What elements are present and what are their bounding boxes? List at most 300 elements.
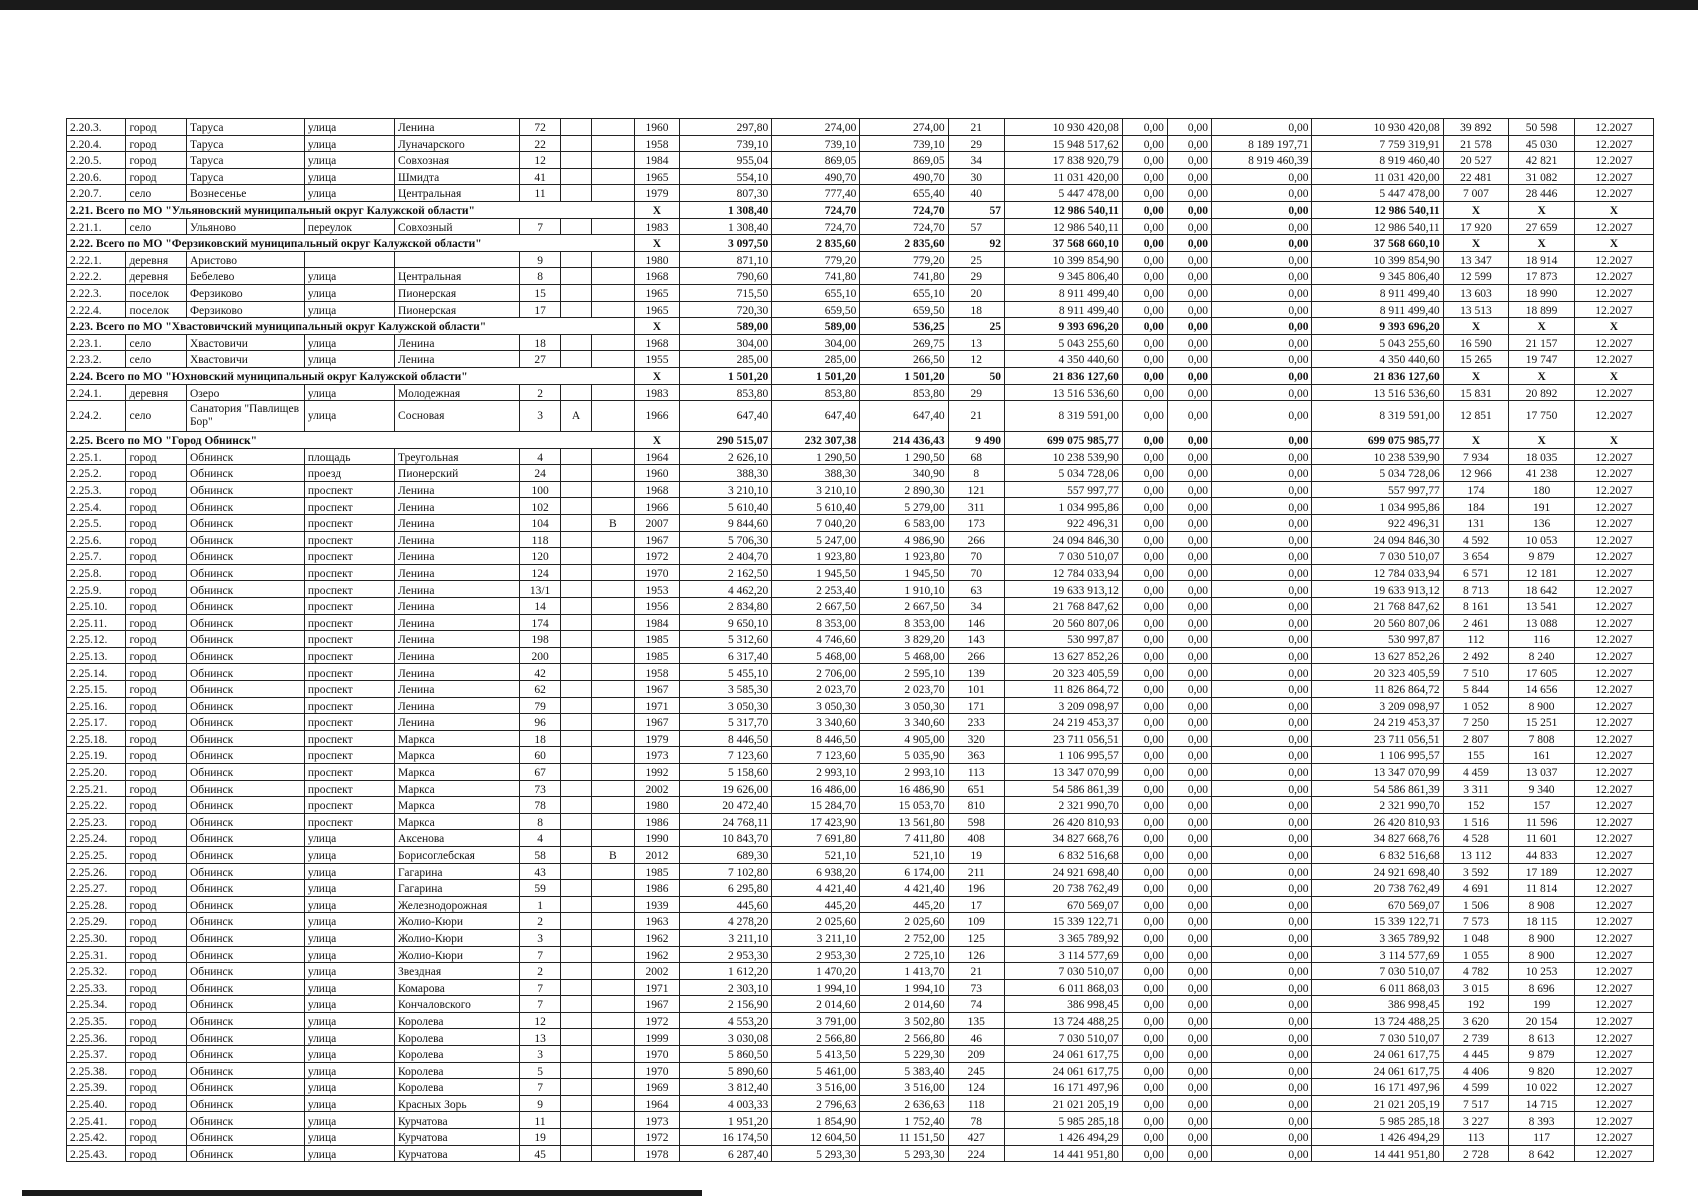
- table-cell: 9: [520, 251, 561, 268]
- table-cell: [591, 1145, 634, 1162]
- table-cell: 1 923,80: [772, 548, 860, 565]
- table-cell: 0,00: [1167, 152, 1211, 169]
- table-cell: 0,00: [1167, 235, 1211, 252]
- table-cell: X: [1574, 318, 1653, 335]
- table-cell: 1 426 494,29: [1312, 1129, 1443, 1146]
- table-cell: 807,30: [679, 185, 771, 202]
- table-cell: город: [126, 598, 186, 615]
- table-cell: 17 605: [1509, 664, 1575, 681]
- table-cell: 12.2027: [1574, 401, 1653, 432]
- table-cell: [591, 913, 634, 930]
- table-cell: 0,00: [1167, 681, 1211, 698]
- table-cell: 5 043 255,60: [1004, 334, 1122, 351]
- table-cell: [561, 1145, 592, 1162]
- table-cell: [561, 1062, 592, 1079]
- table-cell: город: [126, 564, 186, 581]
- table-cell: 152: [1443, 797, 1509, 814]
- table-row: [67, 979, 1654, 996]
- table-cell: 0,00: [1122, 830, 1167, 847]
- table-cell: 0,00: [1122, 1129, 1167, 1146]
- group-total-row: [67, 235, 1654, 252]
- table-cell: 3 209 098,97: [1312, 697, 1443, 714]
- table-cell: 2.25.6.: [67, 531, 126, 548]
- table-cell: Центральная: [395, 268, 520, 285]
- table-cell: 1965: [634, 301, 679, 318]
- table-cell: 1953: [634, 581, 679, 598]
- table-cell: 2.22.4.: [67, 301, 126, 318]
- table-cell: 0,00: [1122, 880, 1167, 897]
- table-cell: 0,00: [1122, 1145, 1167, 1162]
- table-cell: 0,00: [1167, 963, 1211, 980]
- table-cell: 0,00: [1167, 318, 1211, 335]
- table-cell: 3 050,30: [679, 697, 771, 714]
- table-row: [67, 846, 1654, 863]
- table-cell: X: [634, 235, 679, 252]
- table-cell: [591, 598, 634, 615]
- table-cell: [591, 119, 634, 136]
- table-cell: Обнинск: [186, 1046, 304, 1063]
- table-cell: 2.25.26.: [67, 863, 126, 880]
- table-cell: 285,00: [679, 351, 771, 368]
- table-cell: 2.25.32.: [67, 963, 126, 980]
- table-cell: 10 238 539,90: [1004, 448, 1122, 465]
- table-cell: 1 048: [1443, 929, 1509, 946]
- table-cell: 2.25.38.: [67, 1062, 126, 1079]
- table-cell: 4 350 440,60: [1312, 351, 1443, 368]
- table-cell: 0,00: [1167, 780, 1211, 797]
- table-cell: город: [126, 498, 186, 515]
- table-cell: 647,40: [679, 401, 771, 432]
- table-cell: проспект: [304, 614, 394, 631]
- table-cell: 12 986 540,11: [1004, 201, 1122, 218]
- table-cell: 1 290,50: [772, 448, 860, 465]
- table-cell: 269,75: [860, 334, 948, 351]
- table-cell: Ленина: [395, 564, 520, 581]
- table-cell: 0,00: [1122, 664, 1167, 681]
- table-cell: 922 496,31: [1312, 515, 1443, 532]
- table-cell: 0,00: [1122, 1012, 1167, 1029]
- table-cell: 1972: [634, 1129, 679, 1146]
- table-cell: проспект: [304, 581, 394, 598]
- table-cell: улица: [304, 301, 394, 318]
- table-cell: 5 035,90: [860, 747, 948, 764]
- table-cell: [561, 813, 592, 830]
- table-cell: 2 566,80: [860, 1029, 948, 1046]
- table-cell: город: [126, 515, 186, 532]
- table-cell: 2 492: [1443, 647, 1509, 664]
- table-cell: X: [1509, 367, 1575, 384]
- table-cell: 58: [520, 846, 561, 863]
- table-cell: 20 527: [1443, 152, 1509, 169]
- table-cell: село: [126, 334, 186, 351]
- table-cell: 173: [948, 515, 1004, 532]
- table-cell: 20 323 405,59: [1004, 664, 1122, 681]
- table-cell: 7 007: [1443, 185, 1509, 202]
- table-cell: 0,00: [1167, 168, 1211, 185]
- table-cell: 4 782: [1443, 963, 1509, 980]
- table-cell: переулок: [304, 218, 394, 235]
- table-cell: 9: [520, 1095, 561, 1112]
- table-row: [67, 880, 1654, 897]
- table-cell: 11: [520, 1112, 561, 1129]
- table-cell: 853,80: [772, 384, 860, 401]
- table-cell: [591, 548, 634, 565]
- table-cell: 2 835,60: [860, 235, 948, 252]
- table-cell: 23 711 056,51: [1004, 730, 1122, 747]
- table-cell: Обнинск: [186, 913, 304, 930]
- table-cell: 9 490: [948, 432, 1004, 449]
- table-cell: 12.2027: [1574, 251, 1653, 268]
- table-cell: 15 251: [1509, 714, 1575, 731]
- table-cell: улица: [304, 880, 394, 897]
- table-row: [67, 218, 1654, 235]
- table-cell: 0,00: [1167, 481, 1211, 498]
- table-cell: 445,20: [860, 896, 948, 913]
- table-cell: улица: [304, 896, 394, 913]
- table-cell: 0,00: [1212, 863, 1312, 880]
- table-cell: 12.2027: [1574, 896, 1653, 913]
- table-cell: 7 102,80: [679, 863, 771, 880]
- table-cell: 1 994,10: [860, 979, 948, 996]
- table-row: [67, 334, 1654, 351]
- table-cell: 0,00: [1122, 531, 1167, 548]
- table-cell: 3 211,10: [772, 929, 860, 946]
- table-row: [67, 465, 1654, 482]
- table-cell: 174: [1443, 481, 1509, 498]
- table-cell: проспект: [304, 481, 394, 498]
- table-cell: 0,00: [1212, 581, 1312, 598]
- table-cell: 18 899: [1509, 301, 1575, 318]
- table-cell: 0,00: [1122, 631, 1167, 648]
- table-cell: улица: [304, 1079, 394, 1096]
- table-cell: город: [126, 714, 186, 731]
- table-cell: 20 323 405,59: [1312, 664, 1443, 681]
- table-cell: 2.22.2.: [67, 268, 126, 285]
- table-cell: 2 303,10: [679, 979, 771, 996]
- table-cell: 11 031 420,00: [1004, 168, 1122, 185]
- table-row: [67, 531, 1654, 548]
- table-cell: 12.2027: [1574, 548, 1653, 565]
- table-cell: 12 851: [1443, 401, 1509, 432]
- table-cell: 34 827 668,76: [1004, 830, 1122, 847]
- table-cell: Маркса: [395, 730, 520, 747]
- table-cell: Ленина: [395, 714, 520, 731]
- table-cell: 7 759 319,91: [1312, 135, 1443, 152]
- table-cell: 7 934: [1443, 448, 1509, 465]
- table-cell: 0,00: [1212, 367, 1312, 384]
- table-cell: проспект: [304, 763, 394, 780]
- table-row: [67, 598, 1654, 615]
- table-cell: 0,00: [1212, 448, 1312, 465]
- table-cell: 11 814: [1509, 880, 1575, 897]
- table-cell: 19 747: [1509, 351, 1575, 368]
- table-cell: [561, 647, 592, 664]
- table-cell: Комарова: [395, 979, 520, 996]
- table-cell: проспект: [304, 780, 394, 797]
- table-cell: [561, 384, 592, 401]
- table-cell: [561, 1029, 592, 1046]
- table-cell: 1973: [634, 747, 679, 764]
- table-cell: 13 347 070,99: [1004, 763, 1122, 780]
- table-cell: 57: [948, 218, 1004, 235]
- table-cell: улица: [304, 168, 394, 185]
- table-cell: 13: [948, 334, 1004, 351]
- table-cell: 0,00: [1167, 664, 1211, 681]
- table-cell: 2 321 990,70: [1004, 797, 1122, 814]
- table-cell: 15 053,70: [860, 797, 948, 814]
- table-cell: Курчатова: [395, 1112, 520, 1129]
- table-cell: 54 586 861,39: [1004, 780, 1122, 797]
- table-cell: 20 560 807,06: [1004, 614, 1122, 631]
- table-cell: 0,00: [1167, 1145, 1211, 1162]
- table-cell: поселок: [126, 301, 186, 318]
- table-cell: 20 472,40: [679, 797, 771, 814]
- table-cell: 12.2027: [1574, 614, 1653, 631]
- table-cell: 2.25.22.: [67, 797, 126, 814]
- table-row: [67, 697, 1654, 714]
- table-cell: Обнинск: [186, 531, 304, 548]
- table-cell: город: [126, 1062, 186, 1079]
- table-cell: 2 725,10: [860, 946, 948, 963]
- table-cell: 0,00: [1167, 334, 1211, 351]
- table-cell: 0,00: [1122, 963, 1167, 980]
- table-cell: 6 938,20: [772, 863, 860, 880]
- table-cell: [591, 168, 634, 185]
- table-cell: 7 030 510,07: [1004, 963, 1122, 980]
- table-cell: 1971: [634, 979, 679, 996]
- table-cell: 12.2027: [1574, 797, 1653, 814]
- table-cell: [591, 498, 634, 515]
- table-cell: Обнинск: [186, 631, 304, 648]
- table-cell: 2 023,70: [772, 681, 860, 698]
- table-cell: [591, 481, 634, 498]
- table-cell: улица: [304, 1062, 394, 1079]
- table-cell: 14 656: [1509, 681, 1575, 698]
- table-cell: 557 997,77: [1004, 481, 1122, 498]
- table-cell: 5 890,60: [679, 1062, 771, 1079]
- table-cell: 199: [1509, 996, 1575, 1013]
- table-cell: 1962: [634, 929, 679, 946]
- table-cell: 3 592: [1443, 863, 1509, 880]
- table-cell: 29: [948, 135, 1004, 152]
- table-cell: 0,00: [1167, 830, 1211, 847]
- table-cell: 50: [948, 367, 1004, 384]
- table-cell: 4 986,90: [860, 531, 948, 548]
- table-cell: 7 250: [1443, 714, 1509, 731]
- table-cell: 2.25.19.: [67, 747, 126, 764]
- table-cell: 1: [520, 896, 561, 913]
- table-cell: 290 515,07: [679, 432, 771, 449]
- table-cell: 2 807: [1443, 730, 1509, 747]
- table-cell: [561, 863, 592, 880]
- table-cell: В: [591, 846, 634, 863]
- table-cell: 0,00: [1167, 797, 1211, 814]
- table-cell: 3 829,20: [860, 631, 948, 648]
- table-cell: 104: [520, 515, 561, 532]
- table-cell: 63: [948, 581, 1004, 598]
- table-cell: Ленина: [395, 598, 520, 615]
- table-cell: Жолио-Кюри: [395, 913, 520, 930]
- table-cell: 3 030,08: [679, 1029, 771, 1046]
- table-cell: 161: [1509, 747, 1575, 764]
- table-cell: [561, 614, 592, 631]
- table-cell: [561, 913, 592, 930]
- table-cell: 17: [948, 896, 1004, 913]
- table-cell: [591, 251, 634, 268]
- table-cell: Обнинск: [186, 598, 304, 615]
- table-cell: 4 905,00: [860, 730, 948, 747]
- table-cell: 8 911 499,40: [1312, 301, 1443, 318]
- table-cell: 3 209 098,97: [1004, 697, 1122, 714]
- table-cell: 21 578: [1443, 135, 1509, 152]
- table-cell: город: [126, 846, 186, 863]
- table-cell: 0,00: [1167, 863, 1211, 880]
- table-cell: 121: [948, 481, 1004, 498]
- table-cell: 2.25.12.: [67, 631, 126, 648]
- table-cell: 6 832 516,68: [1312, 846, 1443, 863]
- table-cell: 0,00: [1212, 830, 1312, 847]
- table-cell: 17 873: [1509, 268, 1575, 285]
- table-cell: 4 350 440,60: [1004, 351, 1122, 368]
- table-cell: 2.20.3.: [67, 119, 126, 136]
- table-cell: 24 921 698,40: [1004, 863, 1122, 880]
- table-cell: 2 404,70: [679, 548, 771, 565]
- table-cell: Обнинск: [186, 996, 304, 1013]
- table-cell: 20: [948, 284, 1004, 301]
- table-cell: 21 836 127,60: [1004, 367, 1122, 384]
- table-cell: Обнинск: [186, 664, 304, 681]
- table-cell: 1 413,70: [860, 963, 948, 980]
- table-cell: 2.25.35.: [67, 1012, 126, 1029]
- table-cell: 340,90: [860, 465, 948, 482]
- table-row: [67, 185, 1654, 202]
- table-cell: 0,00: [1167, 598, 1211, 615]
- table-cell: 0,00: [1212, 1095, 1312, 1112]
- table-cell: 1 994,10: [772, 979, 860, 996]
- table-cell: 12.2027: [1574, 747, 1653, 764]
- table-cell: [561, 979, 592, 996]
- table-cell: 0,00: [1167, 1079, 1211, 1096]
- table-cell: Обнинск: [186, 1145, 304, 1162]
- table-cell: 2 890,30: [860, 481, 948, 498]
- table-row: [67, 1145, 1654, 1162]
- table-cell: 139: [948, 664, 1004, 681]
- table-cell: 0,00: [1212, 697, 1312, 714]
- table-cell: 0,00: [1212, 929, 1312, 946]
- table-cell: 5 229,30: [860, 1046, 948, 1063]
- table-cell: 0,00: [1212, 515, 1312, 532]
- group-label: 2.22. Всего по МО "Ферзиковский муниципальный округ Калужской области": [67, 235, 635, 252]
- table-row: [67, 1079, 1654, 1096]
- table-row: [67, 1012, 1654, 1029]
- table-cell: 0,00: [1167, 846, 1211, 863]
- table-cell: 0,00: [1212, 913, 1312, 930]
- table-cell: 1 945,50: [772, 564, 860, 581]
- table-cell: 0,00: [1122, 896, 1167, 913]
- table-cell: 124: [520, 564, 561, 581]
- table-cell: 24 061 617,75: [1312, 1062, 1443, 1079]
- table-cell: Обнинск: [186, 564, 304, 581]
- table-cell: Озеро: [186, 384, 304, 401]
- table-cell: 659,50: [860, 301, 948, 318]
- table-cell: [561, 996, 592, 1013]
- table-cell: 1965: [634, 284, 679, 301]
- table-cell: 196: [948, 880, 1004, 897]
- table-cell: 0,00: [1167, 135, 1211, 152]
- table-cell: улица: [304, 830, 394, 847]
- table-cell: 2 752,00: [860, 929, 948, 946]
- table-cell: 12.2027: [1574, 730, 1653, 747]
- table-cell: улица: [304, 284, 394, 301]
- table-cell: 3 015: [1443, 979, 1509, 996]
- table-cell: 720,30: [679, 301, 771, 318]
- table-cell: проезд: [304, 465, 394, 482]
- table-cell: Ферзиково: [186, 301, 304, 318]
- table-cell: город: [126, 681, 186, 698]
- table-cell: 1967: [634, 714, 679, 731]
- table-cell: 17 750: [1509, 401, 1575, 432]
- table-cell: 0,00: [1167, 251, 1211, 268]
- table-cell: [591, 830, 634, 847]
- table-cell: 5 468,00: [772, 647, 860, 664]
- table-row: [67, 1046, 1654, 1063]
- table-cell: 0,00: [1167, 979, 1211, 996]
- table-cell: 12.2027: [1574, 481, 1653, 498]
- table-cell: [591, 135, 634, 152]
- table-cell: 2.25.20.: [67, 763, 126, 780]
- table-cell: 3 210,10: [772, 481, 860, 498]
- table-cell: 4 462,20: [679, 581, 771, 598]
- table-cell: 21: [948, 401, 1004, 432]
- table-cell: 2.25.9.: [67, 581, 126, 598]
- table-cell: город: [126, 1012, 186, 1029]
- table-cell: 2 993,10: [772, 763, 860, 780]
- table-row: [67, 1095, 1654, 1112]
- table-cell: 0,00: [1212, 235, 1312, 252]
- table-cell: 869,05: [772, 152, 860, 169]
- table-cell: 445,60: [679, 896, 771, 913]
- table-cell: 0,00: [1167, 351, 1211, 368]
- table-cell: 27 659: [1509, 218, 1575, 235]
- table-cell: 3 211,10: [679, 929, 771, 946]
- group-total-row: [67, 201, 1654, 218]
- table-cell: 10 053: [1509, 531, 1575, 548]
- table-cell: 0,00: [1212, 846, 1312, 863]
- table-cell: 0,00: [1167, 747, 1211, 764]
- table-row: [67, 481, 1654, 498]
- table-cell: 9 650,10: [679, 614, 771, 631]
- table-cell: [561, 1012, 592, 1029]
- table-cell: [591, 681, 634, 698]
- table-cell: 1963: [634, 913, 679, 930]
- table-cell: 18 642: [1509, 581, 1575, 598]
- table-cell: 530 997,87: [1004, 631, 1122, 648]
- table-cell: 12.2027: [1574, 830, 1653, 847]
- table-cell: 2007: [634, 515, 679, 532]
- table-row: [67, 251, 1654, 268]
- table-cell: 521,10: [772, 846, 860, 863]
- table-cell: деревня: [126, 384, 186, 401]
- table-cell: 304,00: [679, 334, 771, 351]
- table-cell: [591, 284, 634, 301]
- table-cell: 0,00: [1212, 401, 1312, 432]
- table-cell: X: [634, 201, 679, 218]
- table-cell: 2.24.1.: [67, 384, 126, 401]
- table-cell: 0,00: [1122, 763, 1167, 780]
- table-cell: [561, 185, 592, 202]
- table-cell: улица: [304, 384, 394, 401]
- table-cell: Ленина: [395, 481, 520, 498]
